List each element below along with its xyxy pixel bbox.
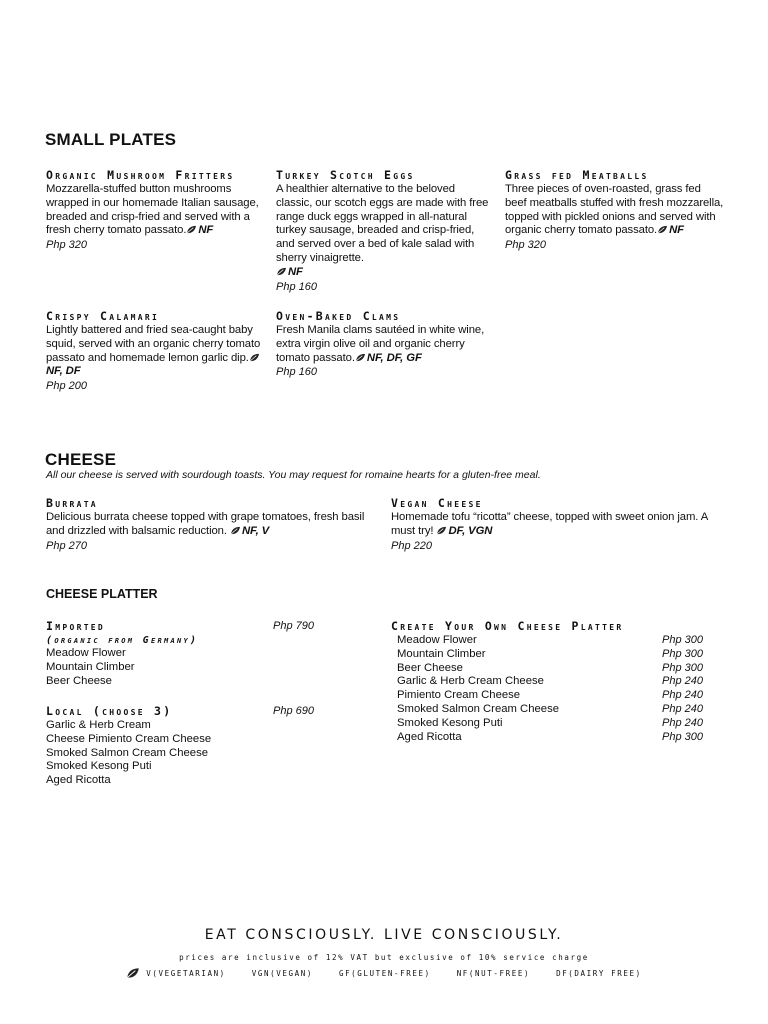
item-price: Php 320	[46, 239, 87, 252]
item-price: Php 160	[276, 366, 317, 379]
list-item: Cheese Pimiento Cream Cheese	[46, 732, 212, 745]
leaf-icon	[276, 267, 287, 276]
list-item: Aged Ricotta Php 300	[397, 730, 703, 743]
section-title-cheese-platter: CHEESE PLATTER	[46, 587, 158, 601]
leaf-icon	[249, 353, 260, 362]
list-item: Mountain Climber	[46, 660, 135, 673]
footer-legend	[0, 967, 768, 979]
item-subtitle: (organic from Germany)	[46, 635, 199, 646]
legend-item: V(VEGETARIAN)	[126, 967, 226, 979]
item-name: Local (choose 3)	[46, 704, 173, 718]
list-item: Beer Cheese	[46, 674, 112, 687]
section-title-small-plates: SMALL PLATES	[45, 130, 177, 149]
legend-item: DF(DAIRY FREE)	[556, 968, 642, 978]
leaf-icon	[355, 353, 366, 362]
item-price: Php 200	[46, 380, 87, 393]
item-desc: A healthier alternative to the beloved classic, our scotch eggs are made with free range duck eggs wrapped in all-natural turkey sausage, breaded and crisp-fried, and served over a bed of kale salad with sherry vinaigrette. NF	[276, 183, 489, 278]
menu-item-grass-fed-meatballs	[505, 168, 725, 252]
item-name: Crispy Calamari	[46, 309, 160, 323]
legend-item: NF(NUT-FREE)	[456, 968, 531, 978]
list-item: Meadow Flower Php 300	[397, 634, 703, 646]
item-name: Oven-Baked Clams	[276, 309, 401, 323]
platter-local	[46, 704, 326, 788]
leaf-icon	[230, 526, 241, 535]
item-name: Turkey Scotch Eggs	[276, 168, 415, 182]
list-item: Smoked Salmon Cream Cheese	[46, 746, 208, 759]
item-name: Create Your Own Cheese Platter	[391, 619, 624, 633]
item-name: Burrata	[46, 496, 98, 510]
list-item: Mountain Climber Php 300	[397, 647, 703, 660]
list-item: Beer Cheese Php 300	[397, 661, 703, 674]
menu-item-turkey-scotch-eggs	[276, 168, 491, 294]
item-name: Grass fed Meatballs	[505, 168, 649, 182]
item-price: Php 790	[273, 620, 314, 632]
leaf-icon	[657, 225, 668, 234]
footer-prices-note: prices are inclusive of 12% VAT but exclusive of 10% service charge	[179, 953, 589, 962]
list-item: Garlic & Herb Cream Cheese Php 240	[397, 675, 703, 688]
menu-item-oven-baked-clams	[276, 309, 491, 379]
menu-item-crispy-calamari	[46, 309, 261, 393]
list-item: Meadow Flower	[46, 647, 126, 659]
legend-item: VGN(VEGAN)	[251, 968, 313, 978]
section-title-cheese: CHEESE	[45, 450, 117, 469]
item-price: Php 270	[46, 539, 87, 552]
leaf-icon	[186, 225, 197, 234]
list-item: Smoked Salmon Cream Cheese Php 240	[397, 702, 703, 715]
cheese-note: All our cheese is served with sourdough toasts. You may request for romaine hearts for a gluten-free meal.	[46, 469, 541, 481]
item-name: Imported	[46, 619, 106, 633]
leaf-icon	[126, 967, 140, 979]
list-item: Smoked Kesong Puti Php 240	[397, 716, 703, 729]
item-desc: Three pieces of oven-roasted, grass fed beef meatballs stuffed with fresh mozzarella, topped with pickled onions and served with organic cherry tomato passato. NF	[505, 183, 724, 237]
item-desc: Delicious burrata cheese topped with grape tomatoes, fresh basil and drizzled with balsamic reduction. NF, V	[46, 511, 365, 537]
item-price: Php 160	[276, 280, 317, 293]
list-item: Pimiento Cream Cheese Php 240	[397, 689, 703, 702]
item-desc: Lightly battered and fried sea-caught baby squid, served with an organic cherry tomato passato and homemade lemon garlic dip.NF, DF	[46, 324, 261, 378]
platter-create-your-own	[391, 619, 703, 744]
item-desc: Mozzarella-stuffed button mushrooms wrapped in our homemade Italian sausage, breaded and crisp-fried and served with a fresh cherry tomato passato. NF	[46, 183, 259, 237]
item-name: Organic Mushroom Fritters	[46, 168, 235, 182]
item-price: Php 220	[391, 539, 432, 552]
list-item: Smoked Kesong Puti	[46, 760, 152, 773]
menu-item-vegan-cheese	[391, 496, 721, 553]
item-name: Vegan Cheese	[391, 496, 483, 510]
menu-item-burrata	[46, 496, 376, 553]
footer-slogan: EAT CONSCIOUSLY. LIVE CONSCIOUSLY.	[204, 927, 564, 943]
item-desc: Fresh Manila clams sautéed in white wine, extra virgin olive oil and organic cherry tomato passato. NF, DF, GF	[276, 324, 485, 364]
leaf-icon	[436, 526, 447, 535]
item-price: Php 320	[505, 239, 546, 252]
menu-item-mushroom-fritters	[46, 168, 261, 252]
item-desc: Homemade tofu “ricotta” cheese, topped with sweet onion jam. A must try! DF, VGN	[391, 511, 708, 537]
item-price: Php 690	[273, 705, 314, 717]
list-item: Garlic & Herb Cream	[46, 719, 151, 731]
legend-item: GF(GLUTEN-FREE)	[338, 968, 431, 978]
platter-imported	[46, 619, 326, 688]
list-item: Aged Ricotta	[46, 774, 111, 787]
